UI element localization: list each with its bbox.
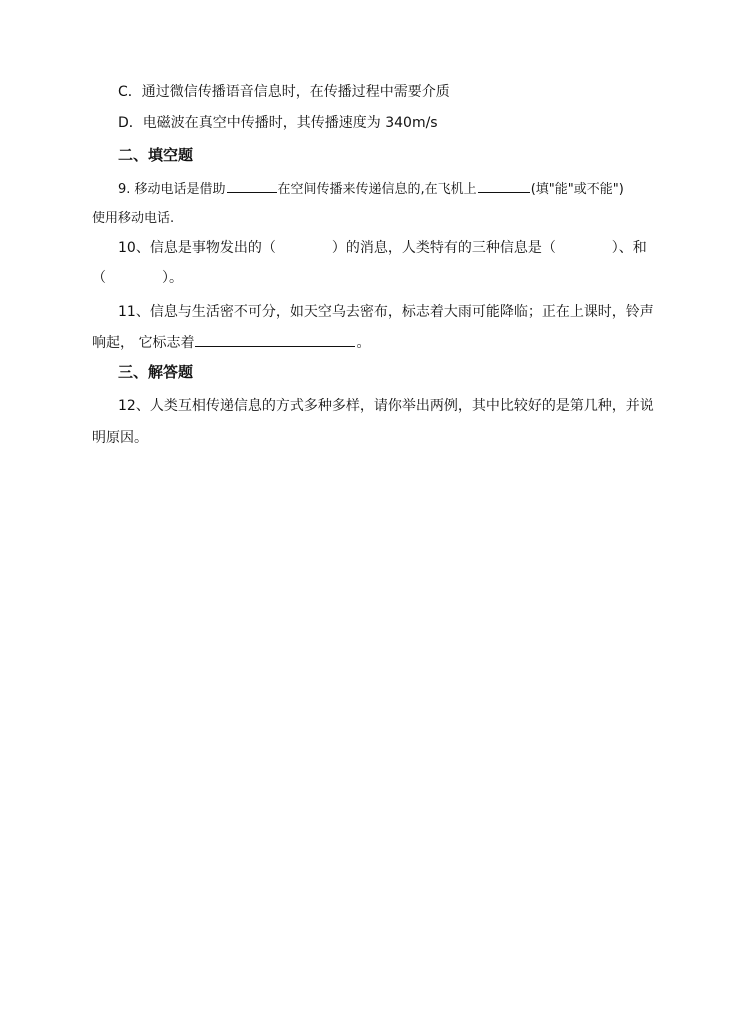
question-11-line-1: 11、信息与生活密不可分，如天空乌去密布，标志着大雨可能降临；正在上课时，铃声 (118, 304, 654, 320)
question-11-line-2 (92, 332, 370, 353)
section-heading-fill-in: 二、填空题 (118, 146, 194, 164)
q9-blank-1 (227, 178, 277, 193)
question-12-line-1: 12、人类互相传递信息的方式多种多样，请你举出两例，其中比较好的是第几种，并说 (118, 398, 654, 414)
question-10-line-1: 10、信息是事物发出的（ ）的消息，人类特有的三种信息是（ ）、和 (118, 240, 647, 256)
question-9-line-2: 使用移动电话. (92, 211, 175, 226)
q11-text-suffix: 。 (356, 335, 371, 351)
q9-text-2: 在空间传播来传递信息的,在飞机上 (277, 182, 477, 197)
q9-text-3: (填"能"或不能") (530, 182, 624, 197)
section-heading-answer: 三、解答题 (118, 363, 194, 381)
option-d: D．电磁波在真空中传播时，其传播速度为 340m/s (118, 115, 438, 131)
q9-text-1: 9. 移动电话是借助 (118, 182, 226, 197)
question-9-line-1 (118, 178, 624, 200)
option-c: C．通过微信传播语音信息时，在传播过程中需要介质 (118, 84, 450, 100)
q11-blank (195, 332, 355, 347)
question-10-line-2: （ ）。 (92, 270, 183, 286)
question-12-line-2: 明原因。 (92, 430, 148, 446)
q11-text-prefix: 响起， 它标志着 (92, 335, 195, 351)
q9-blank-2 (478, 178, 530, 193)
